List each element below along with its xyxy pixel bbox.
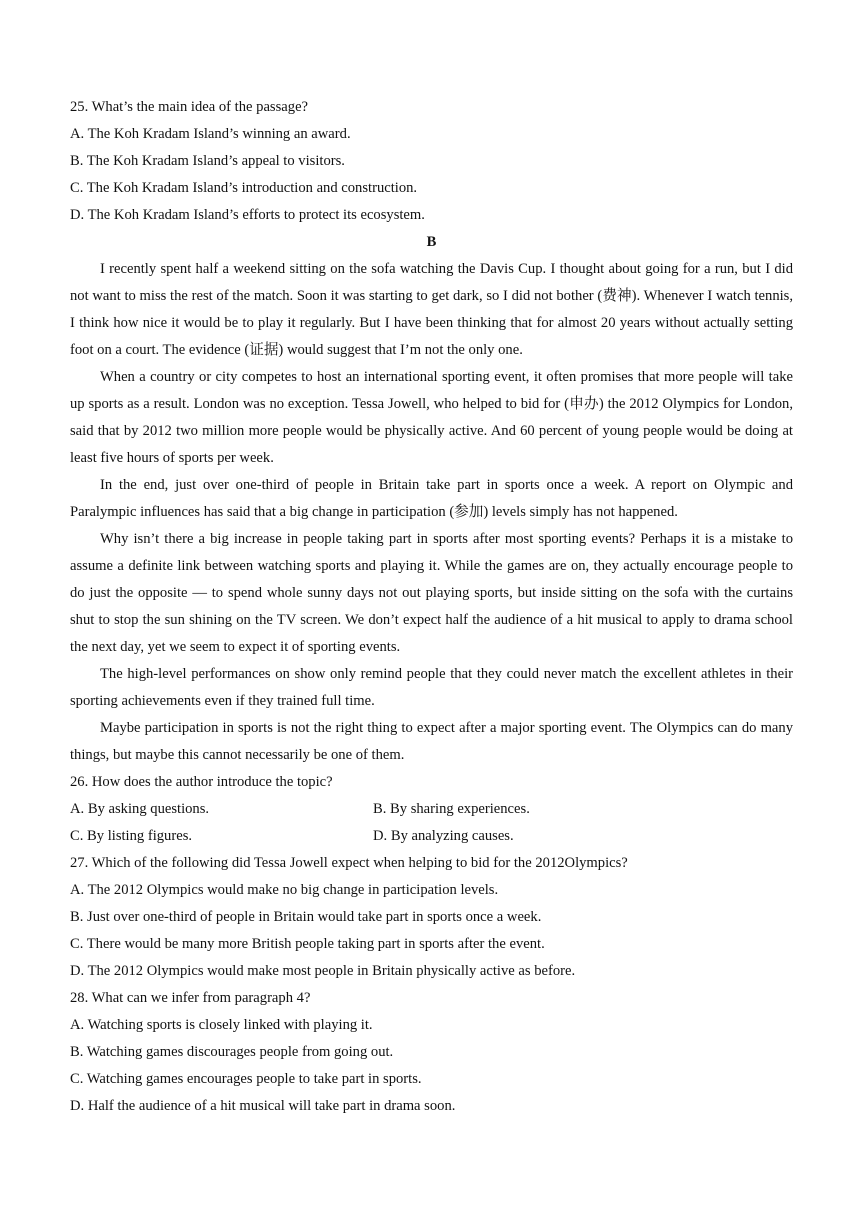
q27-option-c: C. There would be many more British people taking part in sports after the event. [70, 936, 545, 952]
q26-option-a: A. By asking questions. [70, 801, 210, 817]
q27-option-d: D. The 2012 Olympics would make most people in Britain physically active as before. [70, 963, 576, 979]
page-content [70, 94, 793, 1120]
passage-paragraph-6: Maybe participation in sports is not the right thing to expect after a major sporting event. The Olympics can do many things, but maybe this cannot necessarily be one of them. [70, 720, 793, 763]
passage-paragraph-3: In the end, just over one-third of people in Britain take part in sports once a week. A report on Olympic and Paralympic influences has said that a big change in participation (参加) levels simply has not happened. [70, 477, 793, 520]
question-25: 25. What’s the main idea of the passage? [70, 99, 309, 115]
q25-option-c: C. The Koh Kradam Island’s introduction and construction. [70, 180, 418, 196]
question-26: 26. How does the author introduce the topic? [70, 774, 333, 790]
section-b-heading: B [426, 234, 437, 250]
q25-option-a: A. The Koh Kradam Island’s winning an award. [70, 126, 351, 142]
question-27: 27. Which of the following did Tessa Jowell expect when helping to bid for the 2012Olympics? [70, 855, 628, 871]
passage-paragraph-1: I recently spent half a weekend sitting on the sofa watching the Davis Cup. I thought about going for a run, but I did not want to miss the rest of the match. Soon it was starting to get dark, so I did not bother (费神). Whenever I watch tennis, I think how nice it would be to play it regularly. But I have been thinking that for almost 20 years without actually setting foot on a court. The evidence (证据) would suggest that I’m not the only one. [70, 261, 793, 358]
passage-paragraph-5: The high-level performances on show only remind people that they could never match the excellent athletes in their sporting achievements even if they trained full time. [70, 666, 793, 709]
q27-option-a: A. The 2012 Olympics would make no big change in participation levels. [70, 882, 499, 898]
q28-option-b: B. Watching games discourages people from going out. [70, 1044, 394, 1060]
q26-options-row-2 [70, 823, 793, 850]
q28-option-d: D. Half the audience of a hit musical will take part in drama soon. [70, 1098, 456, 1114]
question-28: 28. What can we infer from paragraph 4? [70, 990, 311, 1006]
passage-paragraph-2: When a country or city competes to host an international sporting event, it often promises that more people will take up sports as a result. London was no exception. Tessa Jowell, who helped to bid for (申办) the 2012 Olympics for London, said that by 2012 two million more people would be physically active. And 60 percent of young people would be doing at least five hours of sports per week. [70, 369, 793, 466]
q28-option-c: C. Watching games encourages people to take part in sports. [70, 1071, 422, 1087]
q25-option-b: B. The Koh Kradam Island’s appeal to visitors. [70, 153, 345, 169]
q28-option-a: A. Watching sports is closely linked with playing it. [70, 1017, 373, 1033]
q26-option-b: B. By sharing experiences. [373, 801, 530, 817]
q27-option-b: B. Just over one-third of people in Britain would take part in sports once a week. [70, 909, 542, 925]
q25-option-d: D. The Koh Kradam Island’s efforts to protect its ecosystem. [70, 207, 425, 223]
q26-option-d: D. By analyzing causes. [373, 828, 514, 844]
q26-options-row-1 [70, 796, 793, 823]
q26-option-c: C. By listing figures. [70, 828, 193, 844]
passage-paragraph-4: Why isn’t there a big increase in people taking part in sports after most sporting events? Perhaps it is a mistake to assume a definite link between watching sports and playing it. While the games are on, they actually encourage people to do just the opposite — to spend whole sunny days not out playing sports, but inside sitting on the sofa with the curtains shut to stop the sun shining on the TV screen. We don’t expect half the audience of a hit musical to apply to drama school the next day, yet we seem to expect it of sporting events. [70, 531, 793, 655]
